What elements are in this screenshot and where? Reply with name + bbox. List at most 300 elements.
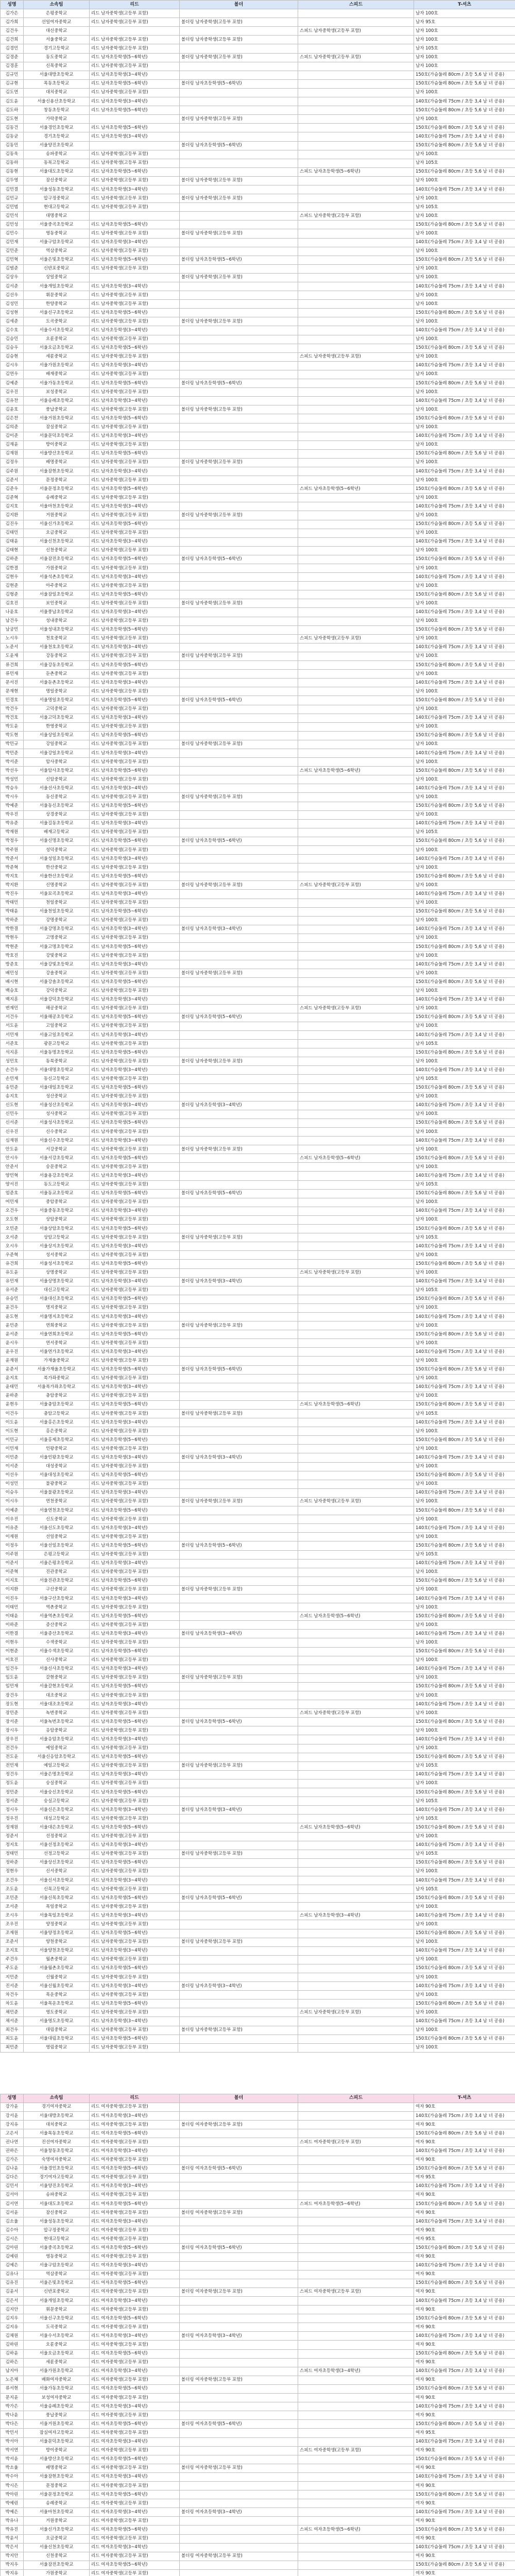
table-row <box>1 2008 515 2017</box>
table-row <box>1 793 515 802</box>
table-row <box>1 696 515 705</box>
tshirt-cell: 140호(가슴둘레 75cm / 초등 3,4 남 녀 공용) <box>414 1946 515 1955</box>
tshirt-cell: 여자 90호 <box>414 2103 515 2111</box>
boulder-cell <box>180 159 298 167</box>
lead-cell: 리드 남자중학생(고등부 포함) <box>90 1374 180 1383</box>
tshirt-cell: 남자 100호 <box>414 1445 515 1453</box>
lead-cell: 리드 여자초등학생(5~6학년) <box>90 2490 180 2499</box>
name-cell: 김도하 <box>1 106 24 115</box>
team-cell: 잠실여자고등학교 <box>24 2429 90 2437</box>
speed-cell <box>298 960 414 969</box>
team-cell: 서울경인초등학교 <box>24 2164 90 2173</box>
table-row <box>1 1761 515 1770</box>
name-cell: 유도윤 <box>1 1268 24 1277</box>
boulder-cell <box>180 1991 298 1999</box>
name-cell: 이지호 <box>1 1577 24 1585</box>
name-cell: 김형준 <box>1 590 24 599</box>
lead-cell: 리드 남자초등학생(3~4학년) <box>90 1841 180 1850</box>
team-cell: 서울홍제초등학교 <box>24 1436 90 1445</box>
tshirt-cell: 140호(가슴둘레 75cm / 초등 3,4 남 녀 공용) <box>414 2472 515 2481</box>
table-row <box>1 1568 515 1577</box>
lead-cell: 리드 여자중학생(고등부 포함) <box>90 2270 180 2279</box>
speed-cell <box>298 2244 414 2252</box>
boulder-cell: 볼더링 남자초등학생(3~4학년) <box>180 1806 298 1815</box>
name-cell: 박준서 <box>1 855 24 863</box>
team-cell: 서울신가초등학교 <box>24 520 90 529</box>
table-row <box>1 837 515 845</box>
tshirt-cell: 남자 100호 <box>414 529 515 537</box>
boulder-cell <box>180 1118 298 1127</box>
speed-cell <box>298 546 414 555</box>
speed-cell <box>298 696 414 705</box>
boulder-cell <box>180 1964 298 1973</box>
table-row <box>1 352 515 361</box>
lead-cell: 리드 여자초등학생(3~4학년) <box>90 2437 180 2446</box>
tshirt-cell: 140호(가슴둘레 75cm / 초등 3,4 남 녀 공용) <box>414 238 515 247</box>
team-cell: 충암고등학교 <box>24 1410 90 1418</box>
lead-cell: 리드 남자초등학생(3~4학년) <box>90 1665 180 1673</box>
team-cell: 동신중학교 <box>24 793 90 802</box>
tshirt-cell: 150호(가슴둘레 80cm / 초등 5,6 남 녀 공용) <box>414 2279 515 2287</box>
name-cell: 강가윤 <box>1 2103 24 2111</box>
team-cell: 송파중학교 <box>24 2191 90 2199</box>
tshirt-cell: 140호(가슴둘레 75cm / 초등 3,4 남 녀 공용) <box>414 1137 515 1145</box>
speed-cell <box>298 1867 414 1876</box>
tshirt-cell: 남자 100호 <box>414 53 515 62</box>
table-row <box>1 802 515 810</box>
speed-cell <box>298 2147 414 2156</box>
team-cell: 강일중학교 <box>24 740 90 749</box>
boulder-cell <box>180 71 298 79</box>
team-cell: 서울선정초등학교 <box>24 1841 90 1850</box>
table-row <box>1 1277 515 1286</box>
lead-cell: 리드 남자중학생(고등부 포함) <box>90 1462 180 1471</box>
boulder-cell <box>180 1832 298 1841</box>
team-cell: 서울서강초등학교 <box>24 1154 90 1163</box>
tshirt-cell: 남자 100호 <box>414 1638 515 1647</box>
boulder-cell <box>180 828 298 837</box>
name-cell: 김아린 <box>1 2244 24 2252</box>
boulder-cell: 볼더링 여자초등학생(3~4학년) <box>180 2508 298 2517</box>
tshirt-cell: 150호(가슴둘레 80cm / 초등 5,6 남 녀 공용) <box>414 2244 515 2252</box>
table-row <box>1 1524 515 1533</box>
table-row <box>1 1110 515 1118</box>
boulder-cell <box>180 2297 298 2306</box>
name-cell: 양서진 <box>1 1180 24 1189</box>
tshirt-cell: 140호(가슴둘레 75cm / 초등 3,4 남 녀 공용) <box>414 1277 515 1286</box>
speed-cell <box>298 150 414 159</box>
boulder-cell <box>180 2472 298 2481</box>
tshirt-cell: 140호(가슴둘레 75cm / 초등 3,4 남 녀 공용) <box>414 537 515 546</box>
boulder-cell: 볼더링 남자중학생(고등부 포함) <box>180 1145 298 1154</box>
lead-cell: 리드 남자초등학생(3~4학년) <box>90 1911 180 1920</box>
lead-cell: 리드 여자중학생(고등부 포함) <box>90 2446 180 2455</box>
team-cell: 서울대성초등학교 <box>24 1471 90 1480</box>
tshirt-cell: 150호(가슴둘레 80cm / 초등 5,6 남 녀 공용) <box>414 1894 515 1903</box>
table-row <box>1 934 515 942</box>
table-row <box>1 555 515 564</box>
speed-cell <box>298 1013 414 1022</box>
boulder-cell: 볼더링 남자중학생(고등부 포함) <box>180 115 298 124</box>
table-row <box>1 141 515 150</box>
tshirt-cell: 남자 100호 <box>414 634 515 643</box>
lead-cell <box>90 273 180 282</box>
table-row <box>1 679 515 687</box>
team-cell: 서울상암초등학교 <box>24 1225 90 1233</box>
team-cell: 서울신사초등학교 <box>24 1665 90 1673</box>
name-cell: 장도현 <box>1 1700 24 1709</box>
name-cell: 김지유 <box>1 2323 24 2332</box>
boulder-cell <box>180 846 298 855</box>
table-row <box>1 1418 515 1427</box>
speed-cell <box>298 1260 414 1268</box>
lead-cell: 리드 남자초등학생(5~6학년) <box>90 449 180 458</box>
speed-cell <box>298 1030 414 1039</box>
name-cell: 조건우 <box>1 1876 24 1885</box>
lead-cell: 리드 남자중학생(고등부 포함) <box>90 987 180 995</box>
speed-cell <box>298 1180 414 1189</box>
speed-cell <box>298 2156 414 2164</box>
speed-cell <box>298 1198 414 1207</box>
tshirt-cell: 남자 100호 <box>414 1004 515 1013</box>
speed-cell <box>298 1189 414 1198</box>
name-cell: 윤준서 <box>1 1365 24 1374</box>
name-cell: 김서윤 <box>1 2209 24 2217</box>
speed-cell <box>298 423 414 432</box>
table-row <box>1 282 515 291</box>
tshirt-cell: 140호(가슴둘레 75cm / 초등 3,4 남 녀 공용) <box>414 432 515 440</box>
table-row <box>1 2358 515 2367</box>
name-cell: 박윤서 <box>1 2534 24 2543</box>
table-row <box>1 1885 515 1894</box>
tshirt-cell: 140호(가슴둘레 75cm / 초등 3,4 남 녀 공용) <box>414 784 515 793</box>
tshirt-cell: 남자 100호 <box>414 423 515 432</box>
table-header-row <box>1 1 515 9</box>
name-cell: 오시우 <box>1 1242 24 1251</box>
speed-cell <box>298 370 414 379</box>
lead-cell: 리드 남자중학생(고등부 포함) <box>90 1603 180 1612</box>
table-row <box>1 995 515 1004</box>
team-cell: 연천중학교 <box>24 1497 90 1506</box>
team-cell: 풍납중학교 <box>24 405 90 414</box>
table-row <box>1 2026 515 2035</box>
tshirt-cell: 150호(가슴둘레 80cm / 초등 5,6 남 녀 공용) <box>414 943 515 952</box>
lead-cell: 리드 여자중학생(고등부 포함) <box>90 2323 180 2332</box>
tshirt-cell: 남자 100호 <box>414 687 515 696</box>
tshirt-cell: 140호(가슴둘레 75cm / 초등 3,4 남 녀 공용) <box>414 1559 515 1568</box>
speed-cell <box>298 2569 414 2576</box>
name-cell: 여민재 <box>1 1198 24 1207</box>
boulder-cell <box>180 167 298 176</box>
speed-cell: 스피드 남자초등학생(5~6학년) <box>298 1612 414 1621</box>
tshirt-cell: 남자 100호 <box>414 969 515 978</box>
table-row <box>1 1392 515 1400</box>
speed-cell: 스피드 남자중학생(고등부 포함) <box>298 1268 414 1277</box>
speed-cell <box>298 969 414 978</box>
boulder-cell <box>180 1946 298 1955</box>
table-row <box>1 1030 515 1039</box>
boulder-cell <box>180 2490 298 2499</box>
tshirt-cell: 남자 100호 <box>414 1339 515 1348</box>
table-row <box>1 978 515 987</box>
tshirt-cell: 150호(가슴둘레 80cm / 초등 5,6 남 녀 공용) <box>414 309 515 317</box>
name-cell: 김하준 <box>1 555 24 564</box>
speed-cell <box>298 1251 414 1260</box>
speed-cell <box>298 1946 414 1955</box>
speed-cell <box>298 440 414 449</box>
boulder-cell <box>180 1779 298 1788</box>
name-cell: 채서준 <box>1 2017 24 2026</box>
team-cell: 갈현중학교 <box>24 1673 90 1682</box>
boulder-cell <box>180 784 298 793</box>
speed-cell <box>298 934 414 942</box>
name-cell: 주건우 <box>1 1955 24 1964</box>
team-cell: 고일중학교 <box>24 1022 90 1030</box>
lead-cell: 리드 남자중학생(고등부 포함) <box>90 969 180 978</box>
table-row <box>1 414 515 423</box>
lead-cell: 리드 남자초등학생(3~4학년) <box>90 1770 180 1779</box>
tshirt-cell: 140호(가슴둘레 75cm / 초등 3,4 남 녀 공용) <box>414 1911 515 1920</box>
speed-cell <box>298 159 414 167</box>
speed-cell <box>298 1040 414 1048</box>
team-cell: 신명중학교 <box>24 881 90 890</box>
tshirt-cell: 여자 90호 <box>414 2464 515 2472</box>
team-cell: 서울용강초등학교 <box>24 1172 90 1180</box>
tshirt-cell: 남자 100호 <box>414 546 515 555</box>
lead-cell: 리드 여자중학생(고등부 포함) <box>90 2358 180 2367</box>
table-row <box>1 494 515 502</box>
lead-cell: 리드 여자중학생(고등부 포함) <box>90 2191 180 2199</box>
tshirt-cell: 남자 100호 <box>414 1955 515 1964</box>
team-cell: 신반포중학교 <box>24 264 90 273</box>
table-row <box>1 212 515 221</box>
boulder-cell <box>180 1207 298 1215</box>
name-cell: 이준서 <box>1 1559 24 1568</box>
team-cell: 양천중학교 <box>24 1938 90 1946</box>
boulder-cell <box>180 934 298 942</box>
speed-cell <box>298 1066 414 1075</box>
tshirt-cell: 남자 105호 <box>414 1761 515 1770</box>
tshirt-cell: 여자 90호 <box>414 2499 515 2508</box>
lead-cell: 리드 남자중학생(고등부 포함) <box>90 863 180 872</box>
name-cell: 임도윤 <box>1 1673 24 1682</box>
team-cell: 도곡중학교 <box>24 317 90 326</box>
table-row <box>1 2464 515 2472</box>
lead-cell: 리드 남자초등학생(3~4학년) <box>90 185 180 194</box>
speed-cell <box>298 2017 414 2026</box>
team-cell: 서울송례초등학교 <box>24 2402 90 2411</box>
boulder-cell <box>180 2017 298 2026</box>
table-row <box>1 1973 515 1982</box>
lead-cell: 리드 남자중학생(고등부 포함) <box>90 36 180 44</box>
speed-cell <box>298 1656 414 1665</box>
tshirt-cell: 150호(가슴둘레 80cm / 초등 5,6 남 녀 공용) <box>414 2490 515 2499</box>
team-cell: 대치중학교 <box>24 88 90 97</box>
table-row <box>1 1788 515 1797</box>
name-cell: 이시우 <box>1 1497 24 1506</box>
tshirt-cell: 남자 105호 <box>414 1286 515 1295</box>
boulder-cell <box>180 264 298 273</box>
speed-cell <box>298 749 414 757</box>
name-cell: 이승우 <box>1 1488 24 1497</box>
name-cell: 김주원 <box>1 467 24 476</box>
tshirt-cell: 남자 100호 <box>414 1128 515 1137</box>
table-row <box>1 1471 515 1480</box>
lead-cell: 리드 여자초등학생(5~6학년) <box>90 2164 180 2173</box>
table-row <box>1 1207 515 1215</box>
name-cell: 정태민 <box>1 1850 24 1858</box>
table-row <box>1 846 515 855</box>
boulder-cell <box>180 731 298 740</box>
team-cell: 서울한산초등학교 <box>24 872 90 881</box>
speed-cell <box>298 405 414 414</box>
name-cell: 박우진 <box>1 810 24 819</box>
speed-cell <box>298 2209 414 2217</box>
speed-cell <box>298 2191 414 2199</box>
lead-cell: 리드 남자초등학생(5~6학년) <box>90 309 180 317</box>
tshirt-cell: 150호(가슴둘레 80cm / 초등 5,6 남 녀 공용) <box>414 1506 515 1515</box>
name-cell: 김연우 <box>1 370 24 379</box>
speed-cell <box>298 617 414 625</box>
boulder-cell <box>180 1436 298 1445</box>
speed-cell <box>298 238 414 247</box>
lead-cell: 리드 남자초등학생(5~6학년) <box>90 1330 180 1339</box>
name-cell: 김예은 <box>1 2261 24 2270</box>
speed-cell <box>298 2481 414 2490</box>
speed-cell <box>298 1374 414 1383</box>
team-cell: 서울송례초등학교 <box>24 397 90 405</box>
speed-cell <box>298 2306 414 2314</box>
table-row <box>1 952 515 960</box>
speed-cell <box>298 79 414 88</box>
team-cell: 방이중학교 <box>24 440 90 449</box>
lead-cell: 리드 여자초등학생(5~6학년) <box>90 2349 180 2358</box>
lead-cell: 리드 여자중학생(고등부 포함) <box>90 2287 180 2296</box>
table-row <box>1 388 515 397</box>
name-cell: 이민준 <box>1 1453 24 1462</box>
name-cell: 정우진 <box>1 1815 24 1823</box>
tshirt-cell: 140호(가슴둘레 75cm / 초등 3,4 남 녀 공용) <box>414 282 515 291</box>
boulder-cell <box>180 502 298 511</box>
team-cell: 역삼중학교 <box>24 2270 90 2279</box>
lead-cell: 리드 남자중학생(고등부 포함) <box>90 599 180 608</box>
name-cell: 양민혁 <box>1 1172 24 1180</box>
speed-cell <box>298 1753 414 1761</box>
lead-cell: 리드 남자초등학생(5~6학년) <box>90 1823 180 1832</box>
table-row <box>1 1348 515 1357</box>
table-row <box>1 2394 515 2402</box>
lead-cell: 리드 남자중학생(고등부 포함) <box>90 1445 180 1453</box>
tshirt-cell: 150호(가슴둘레 80cm / 초등 5,6 남 녀 공용) <box>414 555 515 564</box>
table-row <box>1 2129 515 2138</box>
boulder-cell <box>180 1858 298 1867</box>
lead-cell: 리드 남자초등학생(3~4학년) <box>90 2017 180 2026</box>
lead-cell: 리드 여자중학생(고등부 포함) <box>90 2121 180 2129</box>
boulder-cell <box>180 625 298 634</box>
speed-cell <box>298 1577 414 1585</box>
tshirt-cell: 남자 100호 <box>414 1198 515 1207</box>
lead-cell: 리드 남자중학생(고등부 포함) <box>90 335 180 344</box>
speed-cell <box>298 282 414 291</box>
boulder-cell: 볼더링 남자중학생(고등부 포함) <box>180 881 298 890</box>
tshirt-cell: 남자 100호 <box>414 300 515 309</box>
lead-cell: 리드 남자초등학생(3~4학년) <box>90 573 180 582</box>
tshirt-cell: 150호(가슴둘레 80cm / 초등 5,6 남 녀 공용) <box>414 2199 515 2208</box>
name-cell: 강서윤 <box>1 2112 24 2121</box>
boulder-cell <box>180 617 298 625</box>
team-cell: 신사중학교 <box>24 1656 90 1665</box>
table-row <box>1 784 515 793</box>
boulder-cell <box>180 1612 298 1621</box>
table-row <box>1 440 515 449</box>
team-cell: 서울은평초등학교 <box>24 1559 90 1568</box>
team-cell: 서울충암초등학교 <box>24 1400 90 1409</box>
speed-cell <box>298 1118 414 1127</box>
lead-cell: 리드 남자초등학생(5~6학년) <box>90 1260 180 1268</box>
name-cell: 김민수 <box>1 229 24 238</box>
table-row <box>1 1154 515 1163</box>
tshirt-cell: 남자 105호 <box>414 1180 515 1189</box>
column-header-team: 소속팀 <box>24 2094 90 2103</box>
lead-cell: 리드 남자초등학생(5~6학년) <box>90 802 180 810</box>
boulder-cell <box>180 907 298 916</box>
name-cell: 윤건우 <box>1 1303 24 1312</box>
speed-cell <box>298 317 414 326</box>
table-row <box>1 1497 515 1506</box>
name-cell: 노시우 <box>1 634 24 643</box>
boulder-cell <box>180 2446 298 2455</box>
lead-cell: 리드 남자초등학생(5~6학년) <box>90 1894 180 1903</box>
tshirt-cell: 140호(가슴둘레 75cm / 초등 3,4 남 녀 공용) <box>414 2437 515 2446</box>
lead-cell: 리드 남자중학생(고등부 포함) <box>90 1057 180 1066</box>
lead-cell: 리드 남자중학생(고등부 포함) <box>90 582 180 590</box>
table-row <box>1 1357 515 1365</box>
name-cell: 박정우 <box>1 837 24 845</box>
table-row <box>1 722 515 731</box>
boulder-cell <box>180 705 298 714</box>
team-cell: 송례중학교 <box>24 494 90 502</box>
speed-cell <box>298 828 414 837</box>
lead-cell: 리드 남자초등학생(5~6학년) <box>90 1083 180 1092</box>
boulder-cell <box>180 1867 298 1876</box>
table-row <box>1 2411 515 2420</box>
speed-cell <box>298 1083 414 1092</box>
tshirt-cell: 남자 100호 <box>414 758 515 767</box>
lead-cell: 리드 남자초등학생(3~4학년) <box>90 1806 180 1815</box>
team-cell: 서울진관초등학교 <box>24 1577 90 1585</box>
boulder-cell <box>180 2035 298 2043</box>
name-cell: 김민범 <box>1 203 24 212</box>
tshirt-cell: 150호(가슴둘레 80cm / 초등 5,6 남 녀 공용) <box>414 124 515 132</box>
table-row <box>1 1453 515 1462</box>
boulder-cell <box>180 2261 298 2270</box>
name-cell: 김우진 <box>1 388 24 397</box>
table-row <box>1 916 515 925</box>
boulder-cell <box>180 1911 298 1920</box>
lead-cell: 리드 남자중학생(고등부 포함) <box>90 1903 180 1911</box>
team-cell: 서울구암초등학교 <box>24 238 90 247</box>
tshirt-cell: 남자 100호 <box>414 1621 515 1630</box>
team-cell: 서울강일초등학교 <box>24 749 90 757</box>
speed-cell <box>298 2043 414 2052</box>
name-cell: 유민재 <box>1 1277 24 1286</box>
name-cell: 문재현 <box>1 687 24 696</box>
tshirt-cell: 140호(가슴둘레 75cm / 초등 3,4 남 녀 공용) <box>414 1030 515 1039</box>
boulder-cell <box>180 943 298 952</box>
table-row <box>1 529 515 537</box>
boulder-cell <box>180 282 298 291</box>
tshirt-cell: 남자 100호 <box>414 1726 515 1735</box>
